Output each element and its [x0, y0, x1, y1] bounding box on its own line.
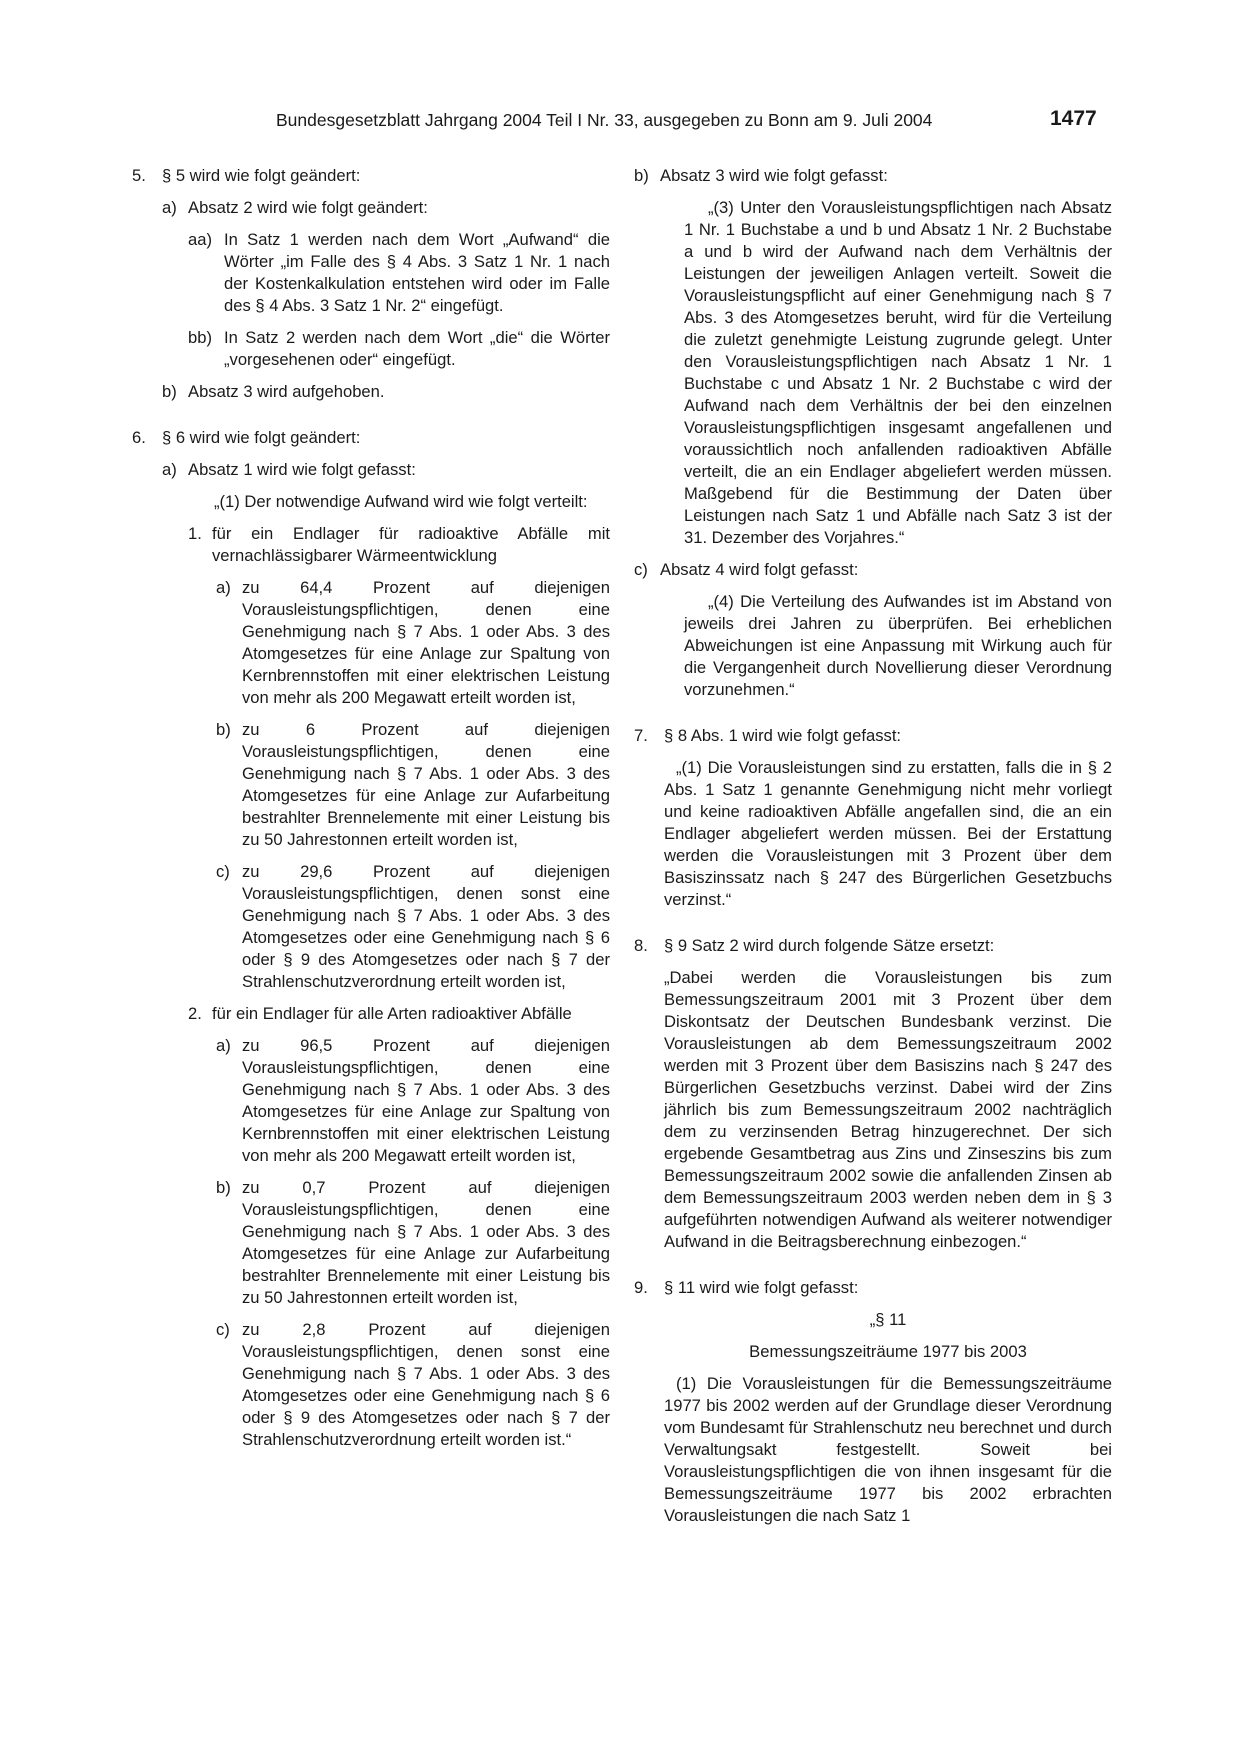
list-item-2: [132, 1003, 610, 1025]
item-letter: c): [634, 560, 648, 579]
item-text: Absatz 3 wird wie folgt gefasst:: [660, 166, 888, 185]
item-letter: aa): [188, 230, 212, 249]
item-letter: a): [216, 578, 231, 597]
item-letter: a): [162, 460, 177, 479]
list-item-1: [132, 523, 610, 567]
item-number: 9.: [634, 1278, 648, 1297]
item-text: zu 0,7 Prozent auf diejenigen Vorausleistungspflichtigen, denen eine Genehmigung nach § 7 Abs. 1 oder Abs. 3 des Atomgesetzes für eine Anlage zur Aufarbeitung bestrahlter Brennelemente mit einer Leistung bis zu 50 Jahrestonnen erteilt worden ist,: [242, 1178, 610, 1307]
item-text: zu 64,4 Prozent auf diejenigen Vorausleistungspflichtigen, denen eine Genehmigung nach § 7 Abs. 1 oder Abs. 3 des Atomgesetzes für eine Anlage zur Spaltung von Kernbrennstoffen mit einer elektrischen Leistung von mehr als 200 Megawatt erteilt worden ist,: [242, 578, 610, 707]
list-item-2b: [132, 1177, 610, 1309]
item-number: 7.: [634, 726, 648, 745]
item-letter: b): [216, 1178, 231, 1197]
list-item-2c: [132, 1319, 610, 1451]
item-letter: bb): [188, 328, 212, 347]
list-item-2a: [132, 1035, 610, 1167]
item-text: Absatz 1 wird wie folgt gefasst:: [188, 460, 416, 479]
quote-paragraph-8: „Dabei werden die Vorausleistungen bis zum Bemessungszeitraum 2001 mit 3 Prozent über dem Diskontsatz der Deutschen Bundesbank verzinst. Die Vorausleistungen ab dem Bemessungszeitraum 2002 werden mit 3 Prozent über dem Basiszins nach § 247 des Bürgerlichen Gesetzbuchs verzinst. Dabei wird der Zins jährlich bis zum Bemessungszeitraum 2002 nachträglich dem zu verzinsenden Betrag hinzugerechnet. Der sich ergebende Gesamtbetrag aus Zins und Zinseszins bis zum Bemessungszeitraum 2002 sowie die anfallenden Zinsen ab dem Bemessungszeitraum 2003 werden neben dem in § 3 aufgeführten notwendigen Aufwand als weiterer notwendiger Aufwand in die Beitragsberechnung einbezogen.“: [664, 968, 1112, 1251]
item-text: für ein Endlager für radioaktive Abfälle mit vernachlässigbarer Wärmeentwicklung: [212, 524, 610, 565]
quote-paragraph-3: „(3) Unter den Vorausleistungspflichtigen nach Absatz 1 Nr. 1 Buchstabe a und b und Absatz 1 Nr. 2 Buchstabe a und b wird der Aufwand nach dem Verhältnis der Leistungen der jeweiligen Anlagen verteilt. Soweit die Vorausleistungspflicht auf einer Genehmigung nach § 7 Abs. 3 des Atomgesetzes beruht, wird für die Verteilung die zuletzt genehmigte Leistung zugrunde gelegt. Unter den Vorausleistungspflichtigen nach Absatz 1 Nr. 1 Buchstabe c und Absatz 1 Nr. 2 Buchstabe c wird der Aufwand nach dem Verhältnis der bei den einzelnen Vorausleistungspflichtigen insgesamt angefallenen und voraussichtlich noch anfallenden radioaktiven Abfälle verteilt, die an ein Endlager abgeliefert werden müssen. Maßgebend für die Bestimmung der Daten über Leistungen nach Satz 1 und Abfälle nach Satz 3 ist der 31. Dezember des Vorjahres.“: [684, 198, 1112, 547]
item-number: 1.: [188, 524, 202, 543]
item-text: § 8 Abs. 1 wird wie folgt gefasst:: [664, 726, 902, 745]
list-item-1c: [132, 861, 610, 993]
item-text: Absatz 2 wird wie folgt geändert:: [188, 198, 428, 217]
item-5: [132, 165, 610, 187]
item-text: § 9 Satz 2 wird durch folgende Sätze ersetzt:: [664, 936, 995, 955]
item-text: für ein Endlager für alle Arten radioaktiver Abfälle: [212, 1004, 572, 1023]
item-text: Absatz 3 wird aufgehoben.: [188, 382, 385, 401]
page-header: [0, 107, 1244, 140]
item-text: zu 96,5 Prozent auf diejenigen Vorausleistungspflichtigen, denen eine Genehmigung nach § 7 Abs. 1 oder Abs. 3 des Atomgesetzes für eine Anlage zur Spaltung von Kernbrennstoffen mit einer elektrischen Leistung von mehr als 200 Megawatt erteilt worden ist,: [242, 1036, 610, 1165]
item-letter: c): [216, 1320, 230, 1339]
item-letter: b): [634, 166, 649, 185]
header-title: Bundesgesetzblatt Jahrgang 2004 Teil I Nr. 33, ausgegeben zu Bonn am 9. Juli 2004: [276, 110, 933, 130]
item-number: 5.: [132, 166, 146, 185]
item-letter: c): [216, 862, 230, 881]
item-text: zu 29,6 Prozent auf diejenigen Vorausleistungspflichtigen, denen sonst eine Genehmigung nach § 7 Abs. 1 oder Abs. 3 des Atomgesetzes oder eine Genehmigung nach § 6 oder § 9 des Atomgesetzes oder nach § 7 der Strahlenschutzverordnung erteilt worden ist,: [242, 862, 610, 991]
item-6a: [132, 459, 610, 481]
item-6: [132, 427, 610, 449]
section-paragraph-1: (1) Die Vorausleistungen für die Bemessungszeiträume 1977 bis 2002 werden auf der Grundlage dieser Verordnung vom Bundesamt für Strahlenschutz neu berechnet und durch Verwaltungsakt festgestellt. Soweit bei Vorausleistungspflichtigen die von ihnen insgesamt für die Bemessungszeiträume 1977 bis 2002 erbrachten Vorausleistungen die nach Satz 1: [664, 1374, 1112, 1525]
item-8: [634, 935, 1112, 957]
item-text: Absatz 4 wird folgt gefasst:: [660, 560, 859, 579]
item-text: § 6 wird wie folgt geändert:: [162, 428, 361, 447]
item-text: In Satz 2 werden nach dem Wort „die“ die Wörter „vorgesehenen oder“ eingefügt.: [224, 328, 610, 369]
list-item-1b: [132, 719, 610, 851]
quote-paragraph-4: „(4) Die Verteilung des Aufwandes ist im Abstand von jeweils drei Jahren zu überprüfen. Bei erheblichen Abweichungen ist eine Anpassung mit Wirkung auch für die Vergangenheit durch Novellierung dieser Verordnung vorzunehmen.“: [684, 592, 1112, 699]
item-7: [634, 725, 1112, 747]
item-letter: a): [216, 1036, 231, 1055]
item-text: § 11 wird wie folgt gefasst:: [664, 1278, 859, 1297]
item-number: 6.: [132, 428, 146, 447]
item-5bb: [132, 327, 610, 371]
item-text: zu 6 Prozent auf diejenigen Vorausleistungspflichtigen, denen eine Genehmigung nach § 7 Abs. 1 oder Abs. 3 des Atomgesetzes für eine Anlage zur Aufarbeitung bestrahlter Brennelemente mit einer Leistung bis zu 50 Jahrestonnen erteilt worden ist,: [242, 720, 610, 849]
quote-paragraph-7: „(1) Die Vorausleistungen sind zu erstatten, falls die in § 2 Abs. 1 Satz 1 genannte Genehmigung nicht mehr vorliegt und keine radioaktiven Abfälle angefallen sind, die an ein Endlager abgeliefert werden müssen. Bei der Erstattung werden die Vorausleistungen mit 3 Prozent über dem Basiszinssatz nach § 247 des Bürgerlichen Gesetzbuchs verzinst.“: [664, 758, 1112, 909]
item-number: 2.: [188, 1004, 202, 1023]
item-5b: [132, 381, 610, 403]
item-5aa: [132, 229, 610, 317]
item-letter: b): [162, 382, 177, 401]
item-6b: [634, 165, 1112, 187]
item-6c: [634, 559, 1112, 581]
item-text: § 5 wird wie folgt geändert:: [162, 166, 361, 185]
left-column: [132, 165, 610, 1451]
section-title: Bemessungszeiträume 1977 bis 2003: [749, 1342, 1027, 1361]
section-number: „§ 11: [869, 1310, 907, 1329]
item-9: [634, 1277, 1112, 1299]
quote-paragraph-1: „(1) Der notwendige Aufwand wird wie folgt verteilt:: [214, 492, 588, 511]
right-column: [634, 165, 1112, 1527]
item-number: 8.: [634, 936, 648, 955]
item-text: zu 2,8 Prozent auf diejenigen Vorausleistungspflichtigen, denen sonst eine Genehmigung nach § 7 Abs. 1 oder Abs. 3 des Atomgesetzes oder eine Genehmigung nach § 6 oder § 9 des Atomgesetzes oder nach § 7 der Strahlenschutzverordnung erteilt worden ist.“: [242, 1320, 610, 1449]
item-letter: b): [216, 720, 231, 739]
item-text: In Satz 1 werden nach dem Wort „Aufwand“ die Wörter „im Falle des § 4 Abs. 3 Satz 1 Nr. 1 nach der Kostenkalkulation entstehen wird oder im Falle des § 4 Abs. 3 Satz 1 Nr. 2“ eingefügt.: [224, 230, 610, 315]
item-letter: a): [162, 198, 177, 217]
list-item-1a: [132, 577, 610, 709]
item-5a: [132, 197, 610, 219]
page-number: 1477: [1050, 107, 1097, 130]
